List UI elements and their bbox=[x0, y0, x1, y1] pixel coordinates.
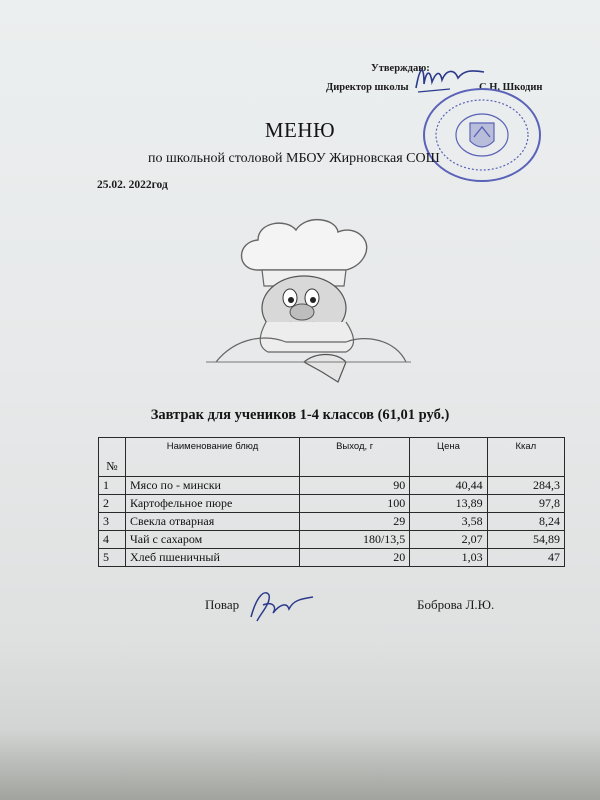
row-number: 5 bbox=[99, 549, 126, 567]
page-subtitle: по школьной столовой МБОУ Жирновская СОШ bbox=[148, 151, 440, 166]
paper-shadow bbox=[0, 730, 600, 800]
table-row bbox=[99, 513, 565, 531]
section-title: Завтрак для учеников 1-4 классов (61,01 руб.) bbox=[150, 407, 450, 423]
row-number: 2 bbox=[99, 495, 126, 513]
table-row bbox=[99, 495, 565, 513]
dish-price: 2,07 bbox=[410, 531, 487, 549]
dish-weight: 29 bbox=[300, 513, 410, 531]
dish-price: 13,89 bbox=[410, 495, 487, 513]
table-row bbox=[99, 477, 565, 495]
cook-name: Боброва Л.Ю. bbox=[417, 597, 495, 612]
dish-name: Свекла отварная bbox=[126, 513, 300, 531]
table-row bbox=[99, 549, 565, 567]
menu-date: 25.02. 2022год bbox=[97, 179, 168, 191]
dish-name: Хлеб пшеничный bbox=[126, 549, 300, 567]
dish-kcal: 47 bbox=[487, 549, 564, 567]
dish-kcal: 97,8 bbox=[487, 495, 564, 513]
row-number: 3 bbox=[99, 513, 126, 531]
header-weight: Выход, г bbox=[300, 438, 410, 477]
dish-name: Чай с сахаром bbox=[126, 531, 300, 549]
cook-signature-icon bbox=[243, 585, 318, 625]
dish-name: Картофельное пюре bbox=[126, 495, 300, 513]
header-dish-name: Наименование блюд bbox=[126, 438, 300, 477]
chef-illustration-icon bbox=[206, 212, 411, 390]
dish-kcal: 284,3 bbox=[487, 477, 564, 495]
page-title: МЕНЮ bbox=[264, 118, 336, 142]
dish-kcal: 54,89 bbox=[487, 531, 564, 549]
header-price: Цена bbox=[410, 438, 487, 477]
director-label: Директор школы bbox=[326, 82, 409, 93]
approve-label: Утверждаю: bbox=[371, 63, 430, 74]
cook-label: Повар bbox=[205, 597, 240, 612]
dish-weight: 20 bbox=[300, 549, 410, 567]
header-number: № bbox=[99, 438, 126, 477]
dish-price: 1,03 bbox=[410, 549, 487, 567]
header-kcal: Ккал bbox=[487, 438, 564, 477]
dish-price: 40,44 bbox=[410, 477, 487, 495]
table-row bbox=[99, 531, 565, 549]
dish-kcal: 8,24 bbox=[487, 513, 564, 531]
dish-weight: 90 bbox=[300, 477, 410, 495]
dish-weight: 180/13,5 bbox=[300, 531, 410, 549]
director-name: С.Н. Шкодин bbox=[479, 82, 543, 93]
dish-name: Мясо по - мински bbox=[126, 477, 300, 495]
menu-table bbox=[98, 437, 565, 567]
row-number: 1 bbox=[99, 477, 126, 495]
dish-price: 3,58 bbox=[410, 513, 487, 531]
row-number: 4 bbox=[99, 531, 126, 549]
dish-weight: 100 bbox=[300, 495, 410, 513]
table-header-row bbox=[99, 438, 565, 477]
